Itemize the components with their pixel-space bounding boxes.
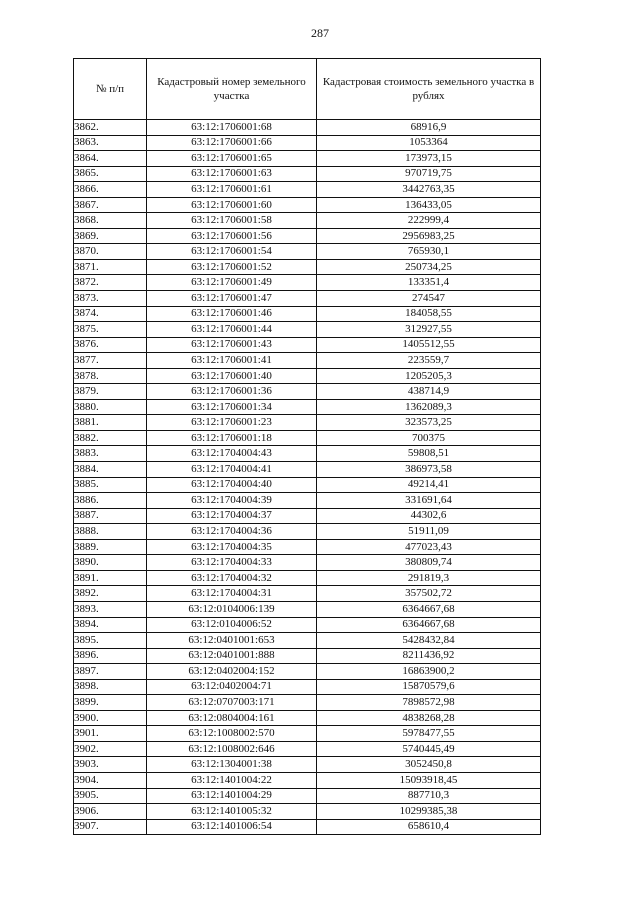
cadastral-number: 63:12:1704004:35: [147, 539, 317, 555]
row-number: 3892.: [74, 586, 147, 602]
table-row: [74, 415, 541, 431]
cadastral-number: 63:12:1706001:43: [147, 337, 317, 353]
row-number: 3905.: [74, 788, 147, 804]
cadastral-value: 51911,09: [317, 524, 541, 540]
row-number: 3870.: [74, 244, 147, 260]
cadastral-value: 700375: [317, 430, 541, 446]
row-number: 3900.: [74, 710, 147, 726]
cadastral-number: 63:12:1704004:36: [147, 524, 317, 540]
table-row: [74, 120, 541, 136]
table-row: [74, 664, 541, 680]
row-number: 3898.: [74, 679, 147, 695]
row-number: 3885.: [74, 477, 147, 493]
table-row: [74, 741, 541, 757]
header-cadastral-value: Кадастровая стоимость земельного участка в рублях: [317, 59, 541, 120]
cadastral-value: 184058,55: [317, 306, 541, 322]
cadastral-number: 63:12:1304001:38: [147, 757, 317, 773]
cadastral-number: 63:12:1706001:61: [147, 182, 317, 198]
row-number: 3896.: [74, 648, 147, 664]
table-row: [74, 772, 541, 788]
cadastral-value: 6364667,68: [317, 601, 541, 617]
cadastral-value: 133351,4: [317, 275, 541, 291]
cadastral-value: 477023,43: [317, 539, 541, 555]
table-row: [74, 710, 541, 726]
row-number: 3884.: [74, 462, 147, 478]
cadastral-value: 5978477,55: [317, 726, 541, 742]
table-row: [74, 259, 541, 275]
row-number: 3876.: [74, 337, 147, 353]
table-row: [74, 617, 541, 633]
row-number: 3881.: [74, 415, 147, 431]
cadastral-number: 63:12:0402004:152: [147, 664, 317, 680]
table-row: [74, 182, 541, 198]
cadastral-number: 63:12:1706001:36: [147, 384, 317, 400]
cadastral-number: 63:12:1008002:570: [147, 726, 317, 742]
table-row: [74, 228, 541, 244]
table-body: [74, 120, 541, 835]
row-number: 3907.: [74, 819, 147, 835]
header-cadastral-number: Кадастровый номер земельного участка: [147, 59, 317, 120]
table-row: [74, 166, 541, 182]
row-number: 3868.: [74, 213, 147, 229]
row-number: 3886.: [74, 493, 147, 509]
cadastral-value: 1053364: [317, 135, 541, 151]
cadastral-value: 323573,25: [317, 415, 541, 431]
cadastral-value: 10299385,38: [317, 804, 541, 820]
cadastral-number: 63:12:1706001:18: [147, 430, 317, 446]
cadastral-number: 63:12:0401001:888: [147, 648, 317, 664]
cadastral-number: 63:12:1706001:40: [147, 368, 317, 384]
cadastral-number: 63:12:1704004:33: [147, 555, 317, 571]
row-number: 3864.: [74, 151, 147, 167]
row-number: 3904.: [74, 772, 147, 788]
cadastral-number: 63:12:1706001:52: [147, 259, 317, 275]
table-row: [74, 524, 541, 540]
cadastral-number: 63:12:1706001:44: [147, 322, 317, 338]
table-row: [74, 804, 541, 820]
row-number: 3887.: [74, 508, 147, 524]
table-row: [74, 508, 541, 524]
table-row: [74, 151, 541, 167]
header-row: [74, 59, 541, 120]
cadastral-value: 3052450,8: [317, 757, 541, 773]
row-number: 3894.: [74, 617, 147, 633]
table-row: [74, 695, 541, 711]
table-row: [74, 306, 541, 322]
cadastral-number: 63:12:1706001:46: [147, 306, 317, 322]
row-number: 3874.: [74, 306, 147, 322]
row-number: 3906.: [74, 804, 147, 820]
table-row: [74, 788, 541, 804]
row-number: 3873.: [74, 291, 147, 307]
cadastral-value: 1205205,3: [317, 368, 541, 384]
table-row: [74, 648, 541, 664]
table-row: [74, 291, 541, 307]
cadastral-number: 63:12:1706001:56: [147, 228, 317, 244]
cadastral-number: 63:12:1706001:23: [147, 415, 317, 431]
cadastral-value: 1362089,3: [317, 399, 541, 415]
cadastral-value: 438714,9: [317, 384, 541, 400]
row-number: 3862.: [74, 120, 147, 136]
row-number: 3865.: [74, 166, 147, 182]
cadastral-number: 63:12:0401001:653: [147, 633, 317, 649]
cadastral-number: 63:12:1401005:32: [147, 804, 317, 820]
table-row: [74, 197, 541, 213]
cadastral-number: 63:12:0402004:71: [147, 679, 317, 695]
table-row: [74, 757, 541, 773]
cadastral-number: 63:12:1008002:646: [147, 741, 317, 757]
cadastral-value: 765930,1: [317, 244, 541, 260]
row-number: 3871.: [74, 259, 147, 275]
row-number: 3878.: [74, 368, 147, 384]
row-number: 3895.: [74, 633, 147, 649]
cadastral-number: 63:12:1706001:60: [147, 197, 317, 213]
row-number: 3890.: [74, 555, 147, 571]
cadastral-number: 63:12:0104006:52: [147, 617, 317, 633]
cadastral-number: 63:12:1704004:31: [147, 586, 317, 602]
table-row: [74, 275, 541, 291]
table-row: [74, 384, 541, 400]
cadastral-value: 44302,6: [317, 508, 541, 524]
row-number: 3875.: [74, 322, 147, 338]
cadastral-number: 63:12:1704004:32: [147, 570, 317, 586]
table-header: [74, 59, 541, 120]
cadastral-number: 63:12:1706001:65: [147, 151, 317, 167]
table-row: [74, 213, 541, 229]
cadastral-value: 3442763,35: [317, 182, 541, 198]
page-number: 287: [311, 26, 329, 40]
cadastral-value-table: [73, 58, 541, 835]
table-row: [74, 726, 541, 742]
cadastral-number: 63:12:1706001:54: [147, 244, 317, 260]
row-number: 3880.: [74, 399, 147, 415]
row-number: 3902.: [74, 741, 147, 757]
row-number: 3879.: [74, 384, 147, 400]
cadastral-number: 63:12:1704004:41: [147, 462, 317, 478]
cadastral-value: 250734,25: [317, 259, 541, 275]
cadastral-value: 59808,51: [317, 446, 541, 462]
cadastral-value: 970719,75: [317, 166, 541, 182]
table-row: [74, 477, 541, 493]
cadastral-value: 386973,58: [317, 462, 541, 478]
table-row: [74, 601, 541, 617]
cadastral-value: 49214,41: [317, 477, 541, 493]
cadastral-value: 7898572,98: [317, 695, 541, 711]
row-number: 3893.: [74, 601, 147, 617]
cadastral-number: 63:12:1704004:40: [147, 477, 317, 493]
cadastral-value: 357502,72: [317, 586, 541, 602]
cadastral-number: 63:12:1706001:49: [147, 275, 317, 291]
table-row: [74, 368, 541, 384]
cadastral-value: 223559,7: [317, 353, 541, 369]
row-number: 3882.: [74, 430, 147, 446]
cadastral-number: 63:12:1401006:54: [147, 819, 317, 835]
table-row: [74, 539, 541, 555]
cadastral-value: 1405512,55: [317, 337, 541, 353]
cadastral-value: 68916,9: [317, 120, 541, 136]
cadastral-number: 63:12:1706001:63: [147, 166, 317, 182]
cadastral-value: 887710,3: [317, 788, 541, 804]
cadastral-value: 274547: [317, 291, 541, 307]
cadastral-number: 63:12:1401004:29: [147, 788, 317, 804]
row-number: 3903.: [74, 757, 147, 773]
table-row: [74, 430, 541, 446]
row-number: 3888.: [74, 524, 147, 540]
cadastral-number: 63:12:0104006:139: [147, 601, 317, 617]
cadastral-number: 63:12:1401004:22: [147, 772, 317, 788]
row-number: 3897.: [74, 664, 147, 680]
table-row: [74, 446, 541, 462]
table-row: [74, 679, 541, 695]
cadastral-value: 5740445,49: [317, 741, 541, 757]
cadastral-value: 8211436,92: [317, 648, 541, 664]
cadastral-number: 63:12:0804004:161: [147, 710, 317, 726]
cadastral-value: 6364667,68: [317, 617, 541, 633]
cadastral-value: 5428432,84: [317, 633, 541, 649]
cadastral-value: 4838268,28: [317, 710, 541, 726]
row-number: 3883.: [74, 446, 147, 462]
row-number: 3867.: [74, 197, 147, 213]
table-row: [74, 555, 541, 571]
table-row: [74, 353, 541, 369]
row-number: 3889.: [74, 539, 147, 555]
cadastral-value: 136433,05: [317, 197, 541, 213]
cadastral-number: 63:12:1704004:43: [147, 446, 317, 462]
cadastral-value: 2956983,25: [317, 228, 541, 244]
cadastral-number: 63:12:1704004:37: [147, 508, 317, 524]
cadastral-number: 63:12:1706001:66: [147, 135, 317, 151]
cadastral-value: 331691,64: [317, 493, 541, 509]
row-number: 3891.: [74, 570, 147, 586]
table-row: [74, 244, 541, 260]
cadastral-number: 63:12:0707003:171: [147, 695, 317, 711]
row-number: 3863.: [74, 135, 147, 151]
row-number: 3872.: [74, 275, 147, 291]
header-num: № п/п: [74, 59, 147, 120]
cadastral-value: 312927,55: [317, 322, 541, 338]
cadastral-number: 63:12:1704004:39: [147, 493, 317, 509]
table-row: [74, 570, 541, 586]
row-number: 3899.: [74, 695, 147, 711]
table-row: [74, 586, 541, 602]
cadastral-value: 15870579,6: [317, 679, 541, 695]
table-row: [74, 337, 541, 353]
cadastral-number: 63:12:1706001:68: [147, 120, 317, 136]
row-number: 3866.: [74, 182, 147, 198]
table-row: [74, 462, 541, 478]
cadastral-value: 658610,4: [317, 819, 541, 835]
cadastral-number: 63:12:1706001:58: [147, 213, 317, 229]
cadastral-value: 15093918,45: [317, 772, 541, 788]
table-row: [74, 322, 541, 338]
table-row: [74, 633, 541, 649]
cadastral-value: 173973,15: [317, 151, 541, 167]
cadastral-number: 63:12:1706001:41: [147, 353, 317, 369]
cadastral-number: 63:12:1706001:47: [147, 291, 317, 307]
row-number: 3877.: [74, 353, 147, 369]
cadastral-value: 291819,3: [317, 570, 541, 586]
row-number: 3901.: [74, 726, 147, 742]
table-row: [74, 819, 541, 835]
cadastral-value: 16863900,2: [317, 664, 541, 680]
cadastral-number: 63:12:1706001:34: [147, 399, 317, 415]
cadastral-value: 222999,4: [317, 213, 541, 229]
table-row: [74, 135, 541, 151]
row-number: 3869.: [74, 228, 147, 244]
table-row: [74, 493, 541, 509]
table-row: [74, 399, 541, 415]
cadastral-value: 380809,74: [317, 555, 541, 571]
